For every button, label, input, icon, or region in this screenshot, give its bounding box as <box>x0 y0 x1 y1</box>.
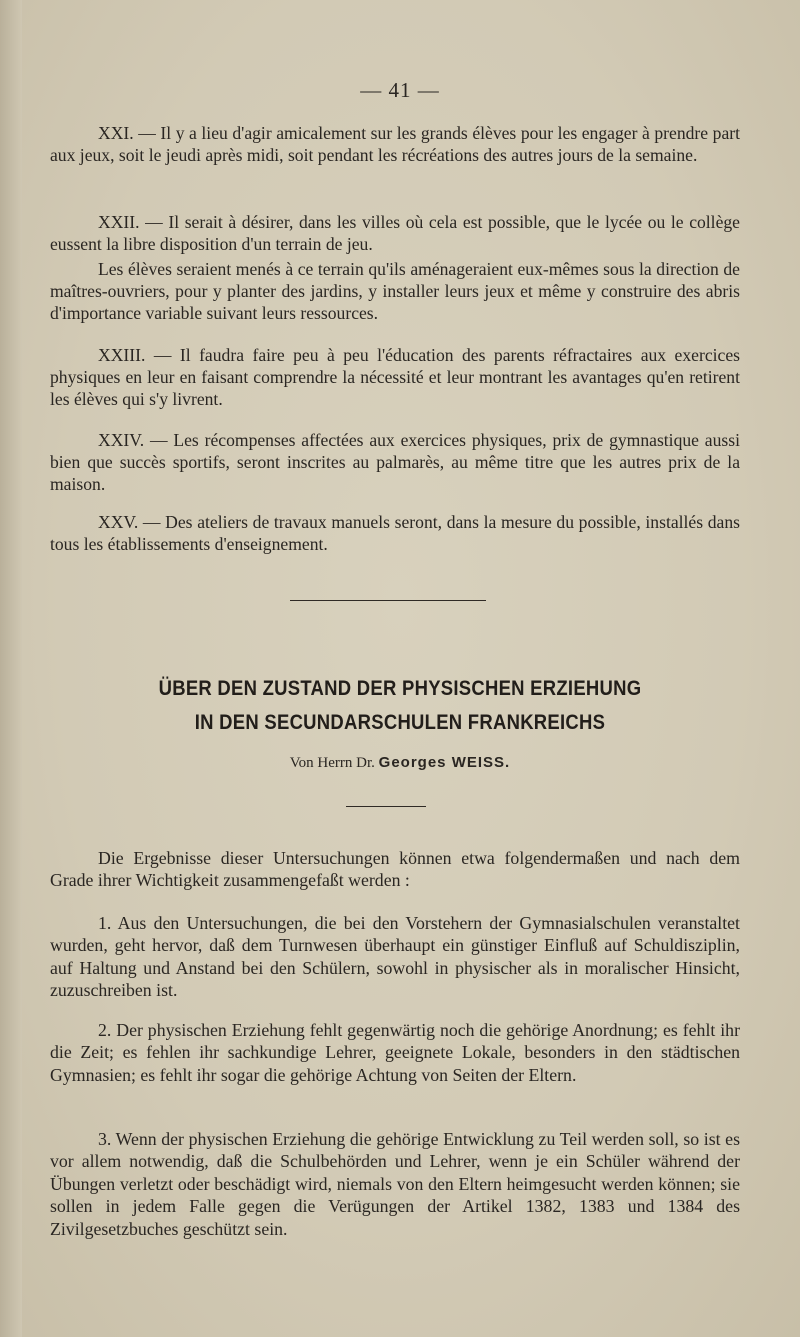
byline-prefix: Von Herrn Dr. <box>289 755 375 771</box>
paragraph-xxv: XXV. — Des ateliers de travaux manuels seront, dans la mesure du possible, installés dans tous les établissements d'enseignement. <box>50 512 740 554</box>
paragraph-xxiii: XXIII. — Il faudra faire peu à peu l'éducation des parents réfractaires aux exercices physiques en leur en faisant comprendre la nécessité et leur montrant les avantages qu'en retirent les élèves qui s'y livrent. <box>50 345 740 409</box>
paragraph-xxii-continued: Les élèves seraient menés à ce terrain qu'ils aménageraient eux-mêmes sous la direction de maîtres-ouvriers, pour y planter des jardins, y installer leurs jeux et même y construire des abris d'importance variable suivant leurs ressources. <box>50 259 740 323</box>
title-divider <box>346 806 426 807</box>
german-point-1: 1. Aus den Untersuchungen, die bei den Vorstehern der Gymnasialschulen veranstaltet wurden, geht hervor, daß dem Turnwesen überhaupt ein günstiger Einfluß auf Schuldisziplin, auf Haltung und Anstand bei den Schülern, sowohl in physischer als in moralischer Hinsicht, zuzuschreiben ist. <box>50 913 740 1001</box>
paragraph-xxi: XXI. — Il y a lieu d'agir amicalement sur les grands élèves pour les engager à prendre part aux jeux, soit le jeudi après midi, soit pendant les récréations des autres jours de la semaine. <box>50 123 740 165</box>
article-byline <box>0 754 800 772</box>
page-number: — 41 — <box>360 78 440 102</box>
paragraph-xxii: XXII. — Il serait à désirer, dans les villes où cela est possible, que le lycée ou le collège eussent la libre disposition d'un terrain de jeu. <box>50 212 740 254</box>
german-point-2: 2. Der physischen Erziehung fehlt gegenwärtig noch die gehörige Anordnung; es fehlt ihr die Zeit; es fehlen ihr sachkundige Lehrer, geeignete Lokale, besonders in den städtischen Gymnasien; es fehlt ihr sogar die gehörige Achtung von Seiten der Eltern. <box>50 1020 740 1085</box>
article-title-line-2: IN DEN SECUNDARSCHULEN FRANKREICHS <box>194 710 606 734</box>
section-divider <box>290 600 486 601</box>
page-gutter-shadow <box>0 0 22 1337</box>
german-point-3: 3. Wenn der physischen Erziehung die gehörige Entwicklung zu Teil werden soll, so ist es vor allem notwendig, daß die Schulbehörden und Lehrer, wenn je ein Schüler während der Übungen verletzt oder beschädigt wird, niemals von den Eltern heimgesucht werden können; sie sollen in jedem Falle gegen die Verügungen der Artikel 1382, 1383 und 1384 des Zivilgesetzbuches geschützt sein. <box>50 1129 740 1239</box>
german-intro-paragraph: Die Ergebnisse dieser Untersuchungen können etwa folgendermaßen und nach dem Grade ihrer Wichtigkeit zusammengefaßt werden : <box>50 848 740 891</box>
article-title-line-1: ÜBER DEN ZUSTAND DER PHYSISCHEN ERZIEHUNG <box>158 676 642 700</box>
author-name: Georges WEISS. <box>378 754 511 771</box>
paragraph-xxiv: XXIV. — Les récompenses affectées aux exercices physiques, prix de gymnastique aussi bien que succès sportifs, seront inscrites au palmarès, au même titre que les autres prix de la maison. <box>50 430 740 494</box>
